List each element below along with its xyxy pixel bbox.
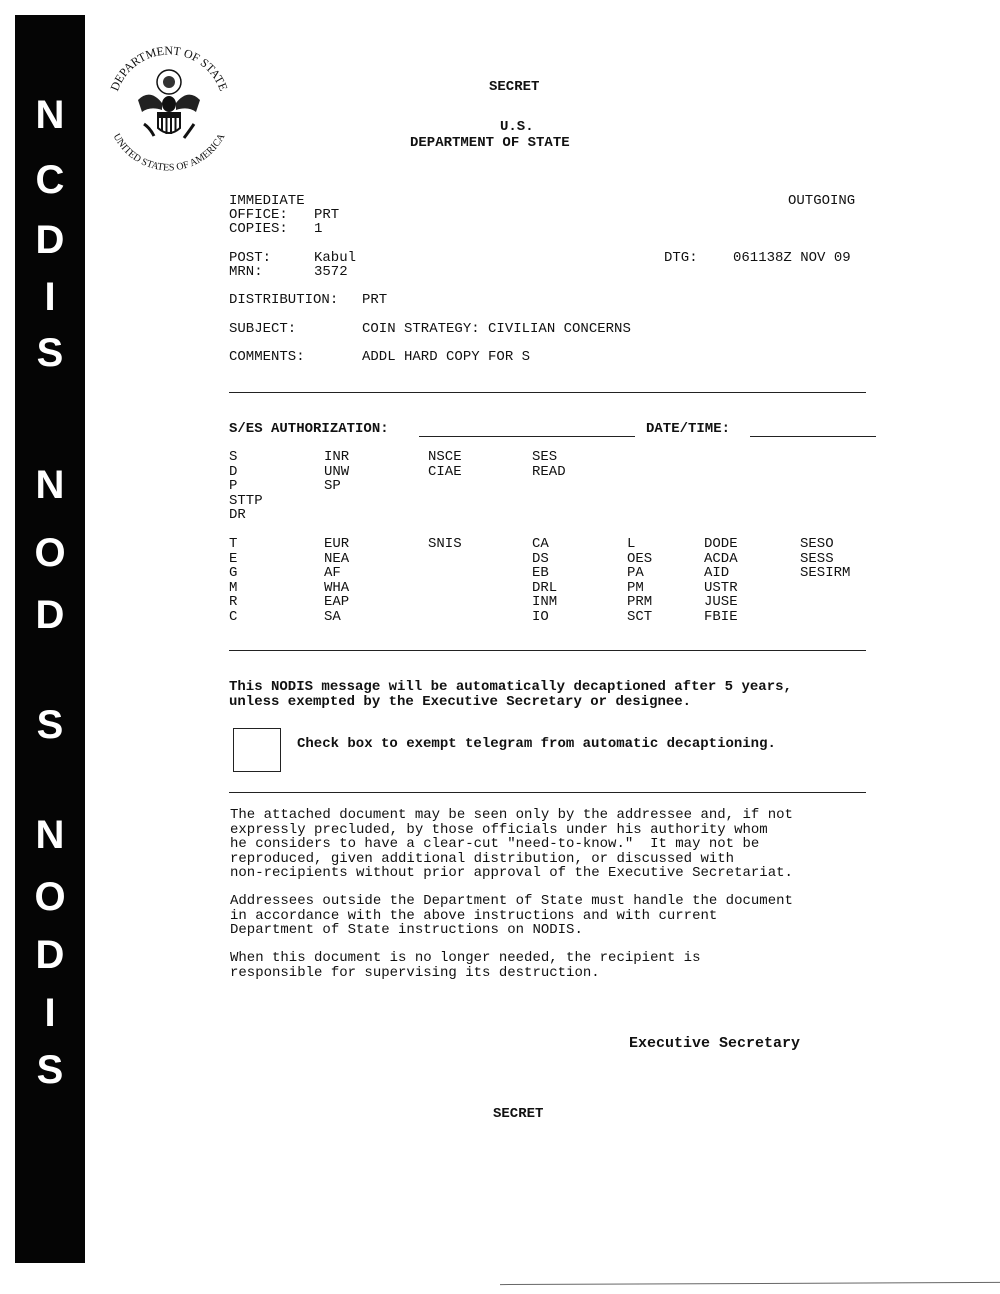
signature-executive-secretary: Executive Secretary: [629, 1035, 801, 1052]
paragraph-line: reproduced, given additional distribution, or discussed with: [230, 850, 735, 867]
routing-code: SNIS: [428, 536, 462, 552]
precedence: IMMEDIATE: [229, 193, 305, 209]
paragraph-line: in accordance with the above instructions and with current: [230, 907, 718, 924]
divider: [229, 650, 866, 651]
department-of-state-seal: [98, 38, 240, 180]
routing-code: DS: [532, 550, 549, 567]
routing-code: SP: [324, 478, 341, 494]
nodis-sidebar: [15, 15, 85, 1263]
decaption-notice-line-2: unless exempted by the Executive Secretary or designee.: [229, 694, 692, 710]
paragraph-line: he considers to have a clear-cut "need-to-know." It may not be: [230, 836, 760, 852]
handling-paragraph-2: [230, 894, 793, 938]
sidebar-letter: I: [44, 275, 56, 319]
comments-label: COMMENTS:: [229, 349, 305, 365]
datetime-field[interactable]: [750, 422, 876, 437]
distribution-column: [324, 537, 349, 624]
routing-code: D: [229, 463, 238, 480]
distribution-column: [800, 537, 850, 581]
routing-code: EAP: [324, 594, 350, 610]
sidebar-letter: D: [35, 593, 65, 637]
distribution-column: [428, 450, 462, 479]
paragraph-line: non-recipients without prior approval of the Executive Secretariat.: [230, 865, 793, 881]
distribution-label: DISTRIBUTION:: [229, 292, 339, 308]
dtg-label: DTG:: [664, 250, 698, 266]
distribution-column: [627, 537, 652, 624]
routing-code: CA: [532, 536, 549, 552]
routing-code: P: [229, 478, 238, 494]
divider: [229, 392, 866, 393]
routing-code: SESO: [800, 536, 834, 552]
routing-code: FBIE: [704, 608, 738, 625]
seal-bottom-text: UNITED STATES OF AMERICA: [110, 131, 228, 174]
ses-authorization-label: S/ES AUTHORIZATION:: [229, 421, 389, 437]
dtg-value: 061138Z NOV 09: [733, 250, 851, 266]
subject-label: SUBJECT:: [229, 321, 297, 337]
routing-code: PRM: [627, 594, 653, 610]
paragraph-line: expressly precluded, by those officials under his authority whom: [230, 821, 768, 838]
routing-code: PM: [627, 579, 644, 596]
sidebar-letter: O: [34, 531, 66, 575]
routing-code: STTP: [229, 492, 263, 509]
datetime-label: DATE/TIME:: [646, 421, 731, 437]
decaption-notice-line-1: This NODIS message will be automatically decaptioned after 5 years,: [229, 679, 792, 695]
handling-paragraph-3: [230, 951, 700, 980]
eagle-emblem-icon: [138, 70, 200, 138]
routing-code: USTR: [704, 579, 738, 596]
distribution-column: [532, 450, 566, 479]
agency-line-2: DEPARTMENT OF STATE: [410, 135, 570, 151]
routing-code: DR: [229, 507, 246, 523]
paragraph-line: The attached document may be seen only by the addressee and, if not: [230, 807, 793, 823]
routing-code: READ: [532, 463, 566, 480]
routing-code: EUR: [324, 536, 350, 552]
scan-edge-line: [500, 1282, 1000, 1285]
subject-value: COIN STRATEGY: CIVILIAN CONCERNS: [362, 321, 631, 337]
classification-footer: SECRET: [493, 1106, 544, 1122]
sidebar-letter: N: [35, 813, 65, 857]
office-label: OFFICE:: [229, 207, 288, 223]
distribution-column: [229, 537, 237, 624]
direction: OUTGOING: [788, 193, 856, 209]
distribution-column: [704, 537, 738, 624]
sidebar-letter: S: [36, 331, 64, 375]
routing-code: DODE: [704, 536, 738, 552]
paragraph-line: When this document is no longer needed, the recipient is: [230, 950, 701, 966]
sidebar-letter: D: [35, 933, 65, 977]
routing-code: SA: [324, 608, 341, 625]
routing-code: INM: [532, 594, 558, 610]
routing-code: AF: [324, 565, 341, 581]
distribution-column: [532, 537, 557, 624]
exempt-decaption-checkbox[interactable]: [233, 728, 281, 772]
routing-code: E: [229, 550, 238, 567]
routing-code: JUSE: [704, 594, 738, 610]
copies-value: 1: [314, 221, 323, 237]
sidebar-letter: N: [35, 463, 65, 507]
mrn-value: 3572: [314, 264, 348, 280]
sidebar-letter: I: [44, 991, 56, 1035]
routing-code: T: [229, 536, 238, 552]
routing-code: M: [229, 579, 238, 596]
routing-code: UNW: [324, 463, 350, 480]
comments-value: ADDL HARD COPY FOR S: [362, 349, 531, 365]
routing-code: SESIRM: [800, 565, 851, 581]
routing-code: INR: [324, 449, 350, 465]
routing-code: L: [627, 536, 636, 552]
routing-code: S: [229, 449, 238, 465]
routing-code: NEA: [324, 550, 350, 567]
paragraph-line: Addressees outside the Department of State must handle the document: [230, 893, 793, 909]
post-value: Kabul: [314, 250, 357, 266]
sidebar-letter: O: [34, 875, 66, 919]
post-label: POST:: [229, 250, 272, 266]
routing-code: EB: [532, 565, 549, 581]
office-value: PRT: [314, 207, 340, 223]
sidebar-letter: C: [35, 158, 65, 202]
mrn-label: MRN:: [229, 264, 263, 280]
routing-code: WHA: [324, 579, 350, 596]
routing-code: SESS: [800, 550, 834, 567]
sidebar-letter: S: [36, 1048, 64, 1092]
divider: [229, 792, 866, 793]
routing-code: R: [229, 594, 238, 610]
copies-label: COPIES:: [229, 221, 288, 237]
paragraph-line: responsible for supervising its destruction.: [230, 964, 600, 981]
routing-code: OES: [627, 550, 653, 567]
distribution-column: [428, 537, 462, 552]
classification-header: SECRET: [489, 79, 540, 95]
routing-code: ACDA: [704, 550, 738, 567]
routing-code: SCT: [627, 608, 653, 625]
paragraph-line: Department of State instructions on NODIS.: [230, 922, 583, 938]
distribution-column: [324, 450, 349, 494]
routing-code: C: [229, 608, 238, 625]
routing-code: IO: [532, 608, 549, 625]
seal-top-text: DEPARTMENT OF STATE: [107, 43, 231, 93]
exempt-decaption-label: Check box to exempt telegram from automatic decaptioning.: [297, 736, 776, 752]
routing-code: DRL: [532, 579, 558, 596]
handling-paragraph-1: [230, 808, 793, 881]
routing-code: AID: [704, 565, 730, 581]
distribution-value: PRT: [362, 292, 388, 308]
routing-code: CIAE: [428, 463, 462, 480]
routing-code: G: [229, 565, 238, 581]
sidebar-letter: N: [35, 93, 65, 137]
sidebar-letter: D: [35, 218, 65, 262]
agency-line-1: U.S.: [500, 119, 534, 135]
routing-code: NSCE: [428, 449, 462, 465]
sidebar-letter: S: [36, 703, 64, 747]
routing-code: PA: [627, 565, 644, 581]
distribution-column: [229, 450, 263, 523]
ses-authorization-field[interactable]: [419, 422, 635, 437]
routing-code: SES: [532, 449, 558, 465]
